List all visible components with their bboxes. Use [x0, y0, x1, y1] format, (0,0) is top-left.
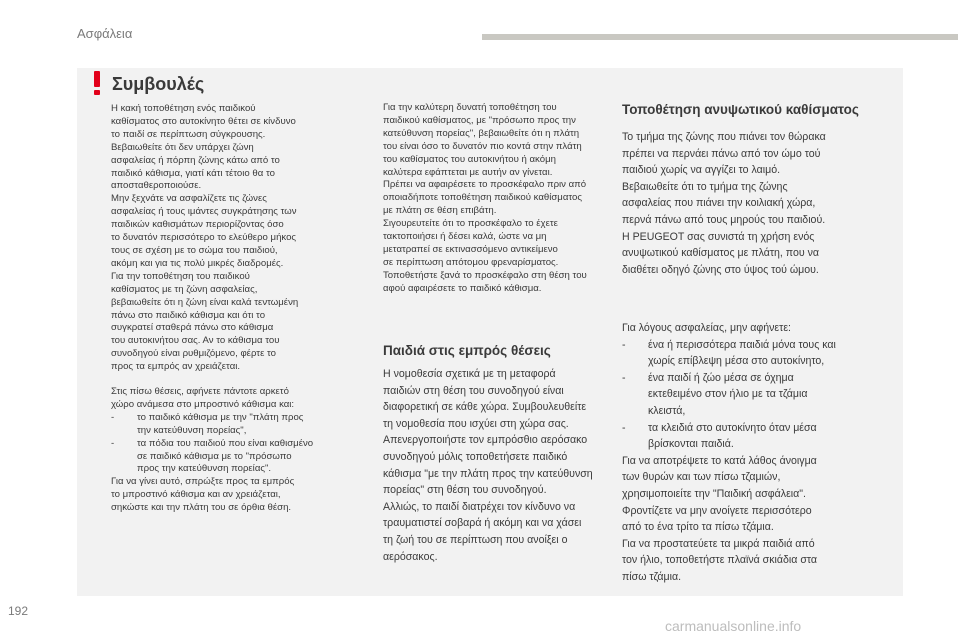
text-line: του αυτοκινήτου σας. Αν το κάθισμα του	[111, 335, 280, 347]
text-line: τακτοποιήσει ή δέσει καλά, ώστε να μη	[383, 231, 547, 243]
text-line: παιδικού καθίσματος, με "πρόσωπο προς την	[383, 114, 576, 126]
text-line: αφού αφαιρέσετε το παιδικό κάθισμα.	[383, 282, 542, 294]
text-line: Για την τοποθέτηση του παιδικού	[111, 270, 250, 282]
text-line: τους σε σχέση με το σώμα του παιδιού,	[111, 244, 278, 256]
text-line: αποσταθεροποιούσε.	[111, 180, 202, 192]
text-line: κατεύθυνση πορείας", βεβαιωθείτε ότι η πλάτη	[383, 127, 580, 139]
column-2	[383, 102, 587, 296]
list-item	[111, 412, 313, 438]
list-item	[622, 370, 836, 420]
text-line: Πρέπει να αφαιρέσετε το προσκέφαλο πριν από	[383, 179, 587, 191]
column-1	[111, 103, 313, 515]
text-line: ένα παιδί ή ζώο μέσα σε όχημα	[648, 371, 794, 384]
list-item	[622, 420, 836, 453]
text-line: περνά πάνω από τους μηρούς του παιδιού.	[622, 213, 826, 226]
watermark: carmanualsonline.info	[665, 618, 802, 634]
column-2-lower	[383, 366, 593, 565]
text-line: σε περίπτωση απότομου φρεναρίσματος.	[383, 256, 559, 268]
text-line: τα κλειδιά στο αυτοκίνητο όταν μέσα	[648, 421, 817, 434]
text-line: σε παιδικό κάθισμα με το "πρόσωπο	[137, 450, 292, 462]
list-dash: -	[622, 371, 626, 384]
text-line: των θυρών και των πίσω τζαμιών,	[622, 471, 781, 484]
text-line: ασφαλείας ή πόρπη ζώνης κάτω από το	[111, 154, 280, 166]
subtitle-front-seats: Παιδιά στις εμπρός θέσεις	[383, 343, 551, 358]
text-line: Φροντίζετε να μην ανοίγετε περισσότερο	[622, 504, 812, 517]
text-line: Για λόγους ασφαλείας, μην αφήνετε:	[622, 322, 791, 334]
text-line: με πλάτη σε θέση επιβάτη.	[383, 205, 497, 217]
text-line: το παιδί σε περίπτωση σύγκρουσης.	[111, 128, 266, 140]
text-line: Για να αποτρέψετε το κατά λάθος άνοιγμα	[622, 454, 817, 467]
text-line: παιδικό κάθισμα, γιατί κάτι τέτοιο θα το	[111, 167, 275, 179]
list-item	[622, 337, 836, 370]
text-line: παιδικών καθισμάτων περιορίζοντας όσο	[111, 219, 284, 231]
list-dash: -	[111, 437, 115, 449]
text-line: χώρο ανάμεσα στο μπροστινό κάθισμα και:	[111, 398, 295, 410]
text-line: αερόσακος.	[383, 550, 438, 563]
col1-para2	[111, 386, 313, 515]
text-line: πορείας" στη θέση του συνοδηγού.	[383, 484, 547, 497]
text-line: καθίσματος με τη ζώνη ασφαλείας,	[111, 283, 258, 295]
text-line: Σιγουρευτείτε ότι το προσκέφαλο το έχετε	[383, 218, 558, 230]
list-dash: -	[622, 338, 626, 351]
text-line: ασφαλείας που πιάνει την κοιλιακή χώρα,	[622, 197, 816, 210]
column-3-lower	[622, 320, 836, 586]
text-line: του είναι όσο το δυνατόν πιο κοντά στην πλάτη	[383, 140, 582, 152]
text-line: Για να προστατεύετε τα μικρά παιδιά από	[622, 537, 815, 550]
text-line: μετατραπεί σε εκτινασσόμενο αντικείμενο	[383, 243, 558, 255]
text-line: ανυψωτικού καθίσματος με πλάτη, που να	[622, 247, 820, 260]
text-line: παιδιού χωρίς να αγγίζει το λαιμό.	[622, 164, 781, 177]
text-line: τον ήλιο, τοποθετήστε πλαϊνά σκιάδια στα	[622, 554, 818, 567]
text-line: Αλλιώς, το παιδί διατρέχει τον κίνδυνο να	[383, 500, 576, 513]
list-dash: -	[622, 421, 626, 434]
text-line: του καθίσματος του αυτοκινήτου ή ακόμη	[383, 153, 556, 165]
text-line: κλειστά,	[648, 404, 686, 417]
text-line: σηκώστε και την πλάτη του σε όρθια θέση.	[111, 502, 292, 514]
list-dash: -	[111, 411, 115, 423]
text-line: από το ένα τρίτο τα πίσω τζάμια.	[622, 521, 774, 534]
text-line: χρησιμοποιείτε την "Παιδική ασφάλεια".	[622, 487, 806, 500]
section-title: Ασφάλεια	[77, 26, 133, 41]
text-line: οποιαδήποτε τοποθέτηση παιδικού καθίσματος	[383, 192, 582, 204]
text-line: Βεβαιωθείτε ότι το τμήμα της ζώνης	[622, 180, 788, 193]
text-line: συνοδηγού μόλις τοποθετήσετε παιδικό	[383, 450, 568, 463]
list-item	[111, 438, 313, 477]
text-line: Απενεργοποιήστε τον εμπρόσθιο αερόσακο	[383, 434, 588, 447]
text-line: κάθισμα "με την πλάτη προς την κατεύθυνση	[383, 467, 593, 480]
text-line: το δυνατόν περισσότερο το ελεύθερο μήκος	[111, 232, 297, 244]
text-line: ασφαλείας ή τους ιμάντες συγκράτησης των	[111, 206, 297, 218]
main-title: Συμβουλές	[112, 74, 205, 94]
text-line: πρέπει να περνάει πάνω από τον ώμο τού	[622, 147, 821, 160]
column-3	[622, 129, 826, 278]
text-line: Η κακή τοποθέτηση ενός παιδικού	[111, 103, 256, 114]
text-line: ένα ή περισσότερα παιδιά μόνα τους και	[648, 338, 836, 351]
warning-icon	[90, 70, 104, 96]
text-line: Βεβαιωθείτε ότι δεν υπάρχει ζώνη	[111, 141, 254, 153]
text-line: προς την κατεύθυνση πορείας".	[137, 463, 272, 475]
text-line: Για την καλύτερη δυνατή τοποθέτηση του	[383, 102, 557, 113]
text-line: πάνω στο παιδικό κάθισμα και ότι το	[111, 309, 266, 321]
text-line: Μην ξεχνάτε να ασφαλίζετε τις ζώνες	[111, 193, 267, 205]
text-line: Τοποθετήστε ξανά το προσκέφαλο στη θέση του	[383, 269, 587, 281]
text-line: ακόμη και για τις πολύ μικρές διαδρομές.	[111, 257, 284, 269]
text-line: εκτεθειμένο στον ήλιο με τα τζάμια	[648, 388, 808, 401]
text-line: τη ζωή του σε περίπτωση που ανοίξει ο	[383, 533, 568, 546]
text-line: βρίσκονται παιδιά.	[648, 438, 734, 451]
text-line: διαφορετική σε κάθε χώρα. Συμβουλευθείτε	[383, 401, 587, 414]
text-line: χωρίς επίβλεψη μέσα στο αυτοκίνητο,	[648, 355, 825, 368]
text-line: Στις πίσω θέσεις, αφήνετε πάντοτε αρκετό	[111, 386, 289, 398]
text-line: το μπροστινό κάθισμα και αν χρειάζεται,	[111, 489, 281, 501]
text-line: καθίσματος στο αυτοκίνητο θέτει σε κίνδυνο	[111, 115, 296, 127]
text-line: διαθέτει οδηγό ζώνης στο ύψος τού ώμου.	[622, 263, 819, 276]
text-line: συνοδηγού είναι ρυθμιζόμενο, φέρτε το	[111, 348, 276, 360]
text-line: τραυματιστεί σοβαρά ή ακόμη και να χάσει	[383, 517, 582, 530]
header-bar	[482, 34, 958, 40]
text-line: το παιδικό κάθισμα με την "πλάτη προς	[137, 411, 304, 423]
text-line: τη νομοθεσία που ισχύει στη χώρα σας.	[383, 417, 569, 430]
text-line: τα πόδια του παιδιού που είναι καθισμένο	[137, 437, 314, 449]
col1-para1	[111, 103, 313, 374]
text-line: Για να γίνει αυτό, σπρώξτε προς τα εμπρός	[111, 476, 295, 488]
text-line: την κατεύθυνση πορείας",	[137, 424, 247, 436]
text-line: πίσω τζάμια.	[622, 570, 682, 583]
text-line: Η PEUGEOT σας συνιστά τη χρήση ενός	[622, 230, 815, 243]
text-line: συγκρατεί σταθερά πάνω στο κάθισμα	[111, 322, 274, 334]
text-line: Η νομοθεσία σχετικά με τη μεταφορά	[383, 368, 556, 380]
page-number: 192	[8, 604, 29, 618]
subtitle-booster-seat: Τοποθέτηση ανυψωτικού καθίσματος	[622, 102, 859, 117]
text-line: παιδιών στη θέση του συνοδηγού είναι	[383, 384, 564, 397]
text-line: βεβαιωθείτε ότι η ζώνη είναι καλά τεντωμένη	[111, 296, 299, 308]
text-line: Το τμήμα της ζώνης που πιάνει τον θώρακα	[622, 131, 826, 143]
text-line: προς τα εμπρός αν χρειάζεται.	[111, 361, 241, 373]
text-line: καλύτερα εφάπτεται με αυτήν αν γίνεται.	[383, 166, 553, 178]
